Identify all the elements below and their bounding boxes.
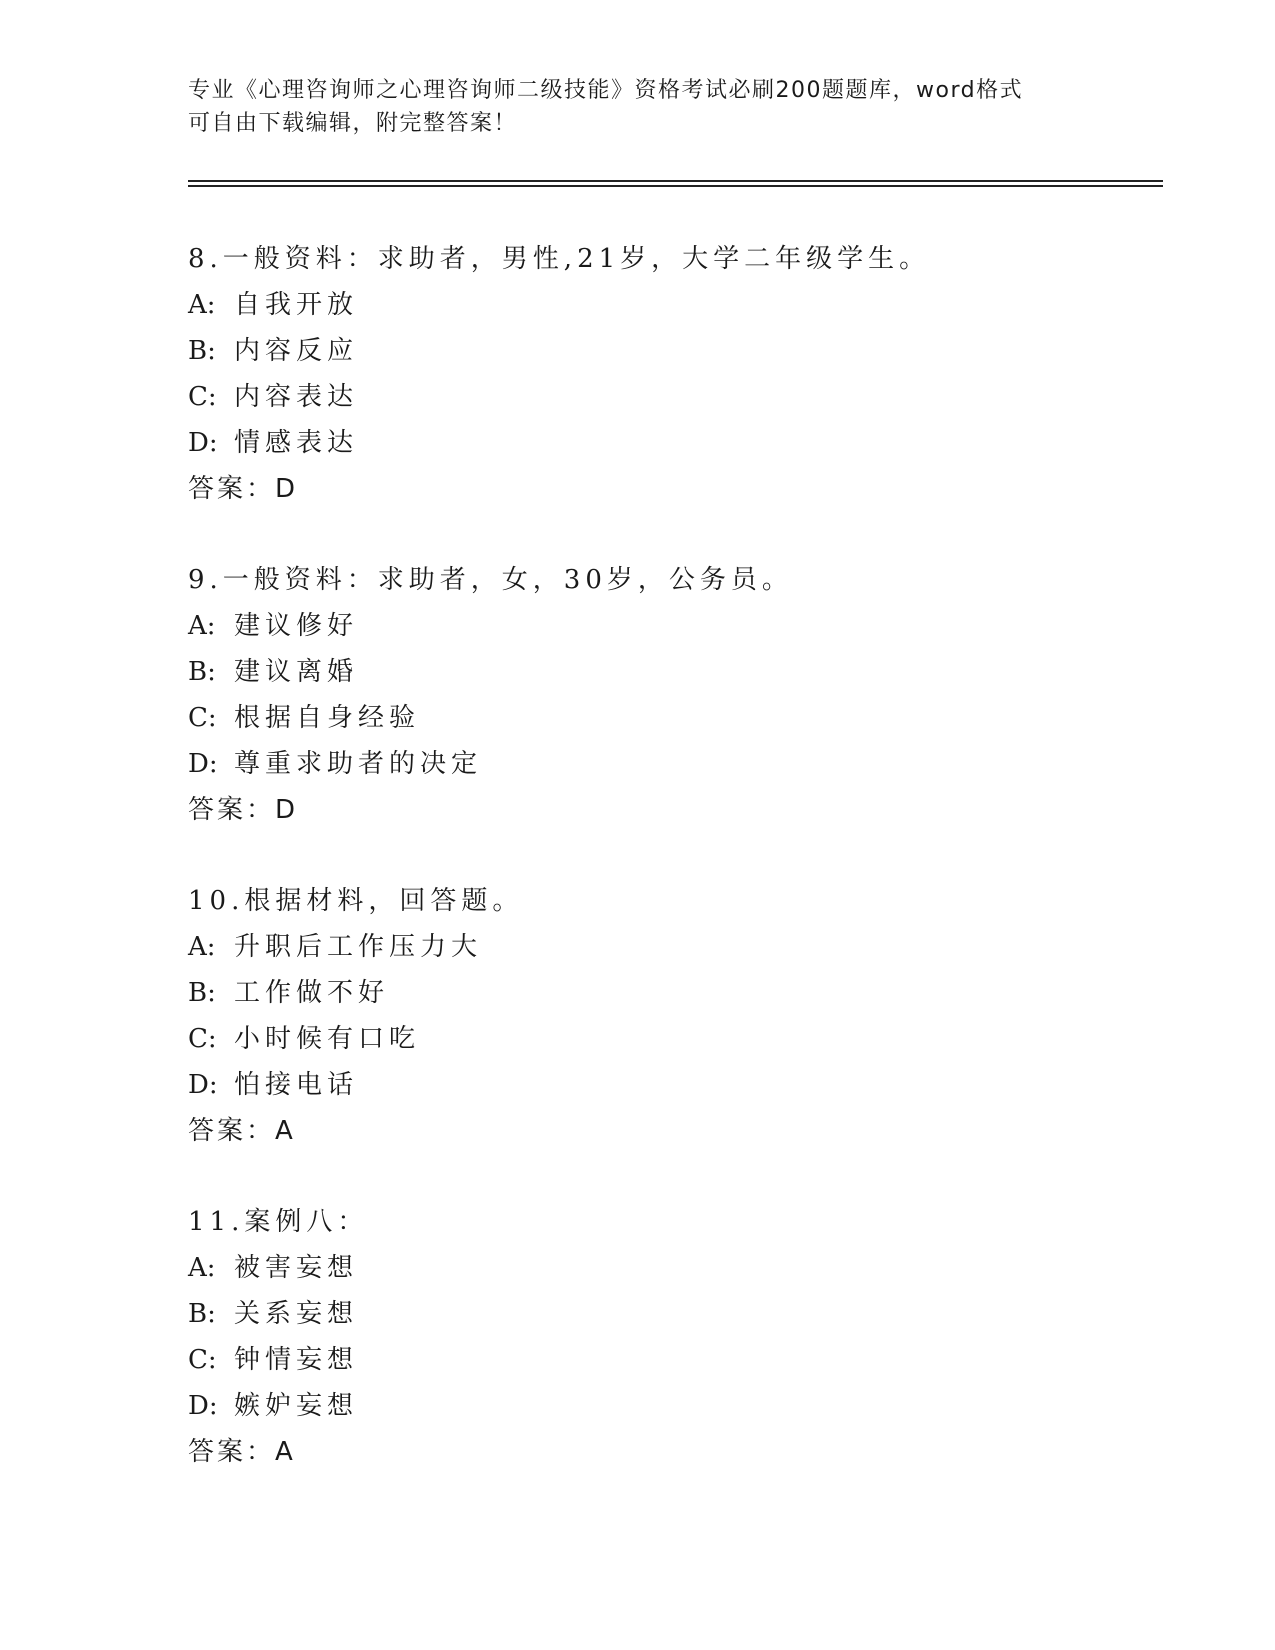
option-d bbox=[188, 741, 1163, 787]
option-letter: C: bbox=[188, 1345, 217, 1375]
question-block bbox=[188, 878, 1163, 1154]
question-stem: 8.一般资料：求助者，男性,21岁，大学二年级学生。 bbox=[188, 244, 931, 274]
header-line-1: 专业《心理咨询师之心理咨询师二级技能》资格考试必刷200题题库，word格式 bbox=[188, 78, 1024, 103]
option-text: 关系妄想 bbox=[234, 1299, 359, 1329]
option-a bbox=[188, 282, 1163, 328]
option-d bbox=[188, 1062, 1163, 1108]
question-stem: 9.一般资料：求助者，女，30岁，公务员。 bbox=[188, 565, 793, 595]
option-b bbox=[188, 1291, 1163, 1337]
option-text: 被害妄想 bbox=[234, 1253, 359, 1283]
answer-line: 答案：A bbox=[188, 1116, 296, 1146]
option-letter: B: bbox=[188, 336, 216, 366]
option-b bbox=[188, 970, 1163, 1016]
option-d bbox=[188, 1383, 1163, 1429]
option-letter: B: bbox=[188, 657, 216, 687]
question-stem: 10.根据材料，回答题。 bbox=[188, 886, 524, 916]
answer-line: 答案：D bbox=[188, 795, 299, 825]
header-rule-bottom bbox=[188, 185, 1163, 187]
question-block bbox=[188, 236, 1163, 512]
option-letter: A: bbox=[188, 290, 216, 320]
option-letter: B: bbox=[188, 1299, 216, 1329]
option-c bbox=[188, 374, 1163, 420]
question-stem: 11.案例八： bbox=[188, 1207, 369, 1237]
option-text: 嫉妒妄想 bbox=[234, 1391, 359, 1421]
option-letter: A: bbox=[188, 1253, 216, 1283]
option-letter: D: bbox=[188, 749, 218, 779]
option-c bbox=[188, 1016, 1163, 1062]
option-d bbox=[188, 420, 1163, 466]
option-c bbox=[188, 1337, 1163, 1383]
option-a bbox=[188, 603, 1163, 649]
option-text: 小时候有口吃 bbox=[234, 1024, 421, 1054]
option-text: 内容表达 bbox=[234, 382, 359, 412]
option-letter: D: bbox=[188, 1070, 218, 1100]
option-text: 工作做不好 bbox=[234, 978, 390, 1008]
option-text: 情感表达 bbox=[234, 428, 359, 458]
option-text: 尊重求助者的决定 bbox=[234, 749, 483, 779]
option-text: 钟情妄想 bbox=[234, 1345, 359, 1375]
option-text: 升职后工作压力大 bbox=[234, 932, 483, 962]
question-block bbox=[188, 557, 1163, 833]
option-text: 根据自身经验 bbox=[234, 703, 421, 733]
option-text: 自我开放 bbox=[234, 290, 359, 320]
question-block bbox=[188, 1199, 1163, 1475]
option-letter: C: bbox=[188, 382, 217, 412]
header-rule-top bbox=[188, 180, 1163, 182]
option-text: 怕接电话 bbox=[234, 1070, 359, 1100]
answer-line: 答案：A bbox=[188, 1437, 296, 1467]
option-a bbox=[188, 1245, 1163, 1291]
option-a bbox=[188, 924, 1163, 970]
document-header bbox=[188, 74, 1088, 140]
option-c bbox=[188, 695, 1163, 741]
option-letter: C: bbox=[188, 1024, 217, 1054]
option-letter: D: bbox=[188, 1391, 218, 1421]
header-line-2: 可自由下载编辑，附完整答案！ bbox=[188, 111, 518, 136]
option-b bbox=[188, 328, 1163, 374]
option-letter: D: bbox=[188, 428, 218, 458]
option-text: 建议离婚 bbox=[234, 657, 359, 687]
option-text: 内容反应 bbox=[234, 336, 359, 366]
option-text: 建议修好 bbox=[234, 611, 359, 641]
answer-line: 答案：D bbox=[188, 474, 299, 504]
option-letter: B: bbox=[188, 978, 216, 1008]
option-letter: A: bbox=[188, 611, 216, 641]
option-b bbox=[188, 649, 1163, 695]
option-letter: C: bbox=[188, 703, 217, 733]
option-letter: A: bbox=[188, 932, 216, 962]
